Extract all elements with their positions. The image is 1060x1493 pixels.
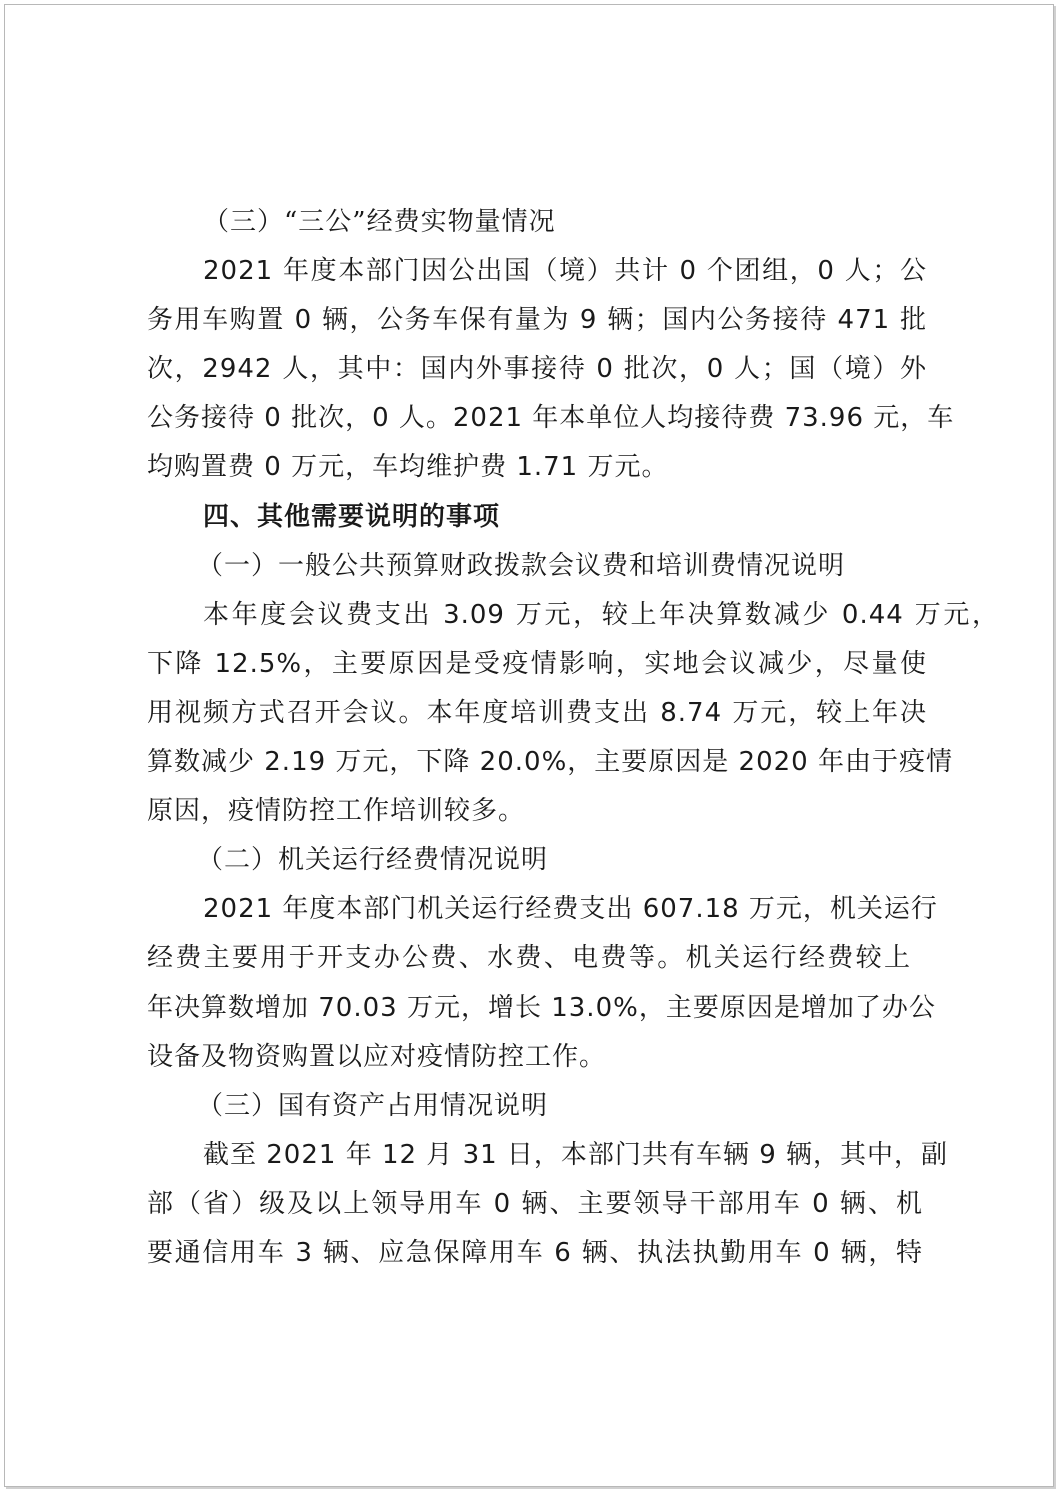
document-body	[147, 198, 999, 1278]
section-3-line-1: 2021 年度本部门因公出国（境）共计 0 个团组，0 人；公	[203, 256, 927, 287]
section-3-line-5: 均购置费 0 万元，车均维护费 1.71 万元。	[147, 452, 669, 483]
sub-3-line-2: 部（省）级及以上领导用车 0 辆、主要领导干部用车 0 辆、机	[147, 1188, 923, 1219]
sub-3-heading: （三）国有资产占用情况说明	[197, 1090, 549, 1121]
sub-1-line-5: 原因，疫情防控工作培训较多。	[147, 796, 526, 827]
sub-1-line-3: 用视频方式召开会议。本年度培训费支出 8.74 万元，较上年决	[147, 697, 927, 728]
sub-2-line-4: 设备及物资购置以应对疫情防控工作。	[147, 1041, 607, 1072]
sub-1-line-4: 算数减少 2.19 万元，下降 20.0%，主要原因是 2020 年由于疫情	[147, 747, 953, 778]
section-3-heading: （三）“三公”经费实物量情况	[203, 207, 556, 237]
section-3-line-4: 公务接待 0 批次，0 人。2021 年本单位人均接待费 73.96 元，车	[147, 403, 955, 434]
sub-1-line-1: 本年度会议费支出 3.09 万元，较上年决算数减少 0.44 万元，	[203, 599, 999, 630]
sub-1-heading: （一）一般公共预算财政拨款会议费和培训费情况说明	[197, 550, 846, 581]
section-3-line-2: 务用车购置 0 辆，公务车保有量为 9 辆；国内公务接待 471 批	[147, 305, 927, 336]
sub-2-line-2: 经费主要用于开支办公费、水费、电费等。机关运行经费较上	[147, 943, 911, 974]
part-4-heading: 四、其他需要说明的事项	[203, 501, 501, 532]
sub-2-heading: （二）机关运行经费情况说明	[197, 845, 549, 876]
sub-3-line-1: 截至 2021 年 12 月 31 日，本部门共有车辆 9 辆，其中，副	[203, 1139, 948, 1170]
sub-2-line-3: 年决算数增加 70.03 万元，增长 13.0%，主要原因是增加了办公	[147, 992, 936, 1023]
sub-2-line-1: 2021 年度本部门机关运行经费支出 607.18 万元，机关运行	[203, 894, 938, 925]
sub-1-line-2: 下降 12.5%，主要原因是受疫情影响，实地会议减少，尽量使	[147, 648, 927, 679]
sub-3-line-3: 要通信用车 3 辆、应急保障用车 6 辆、执法执勤用车 0 辆，特	[147, 1237, 923, 1268]
section-3-line-3: 次，2942 人，其中：国内外事接待 0 批次，0 人；国（境）外	[147, 354, 927, 385]
